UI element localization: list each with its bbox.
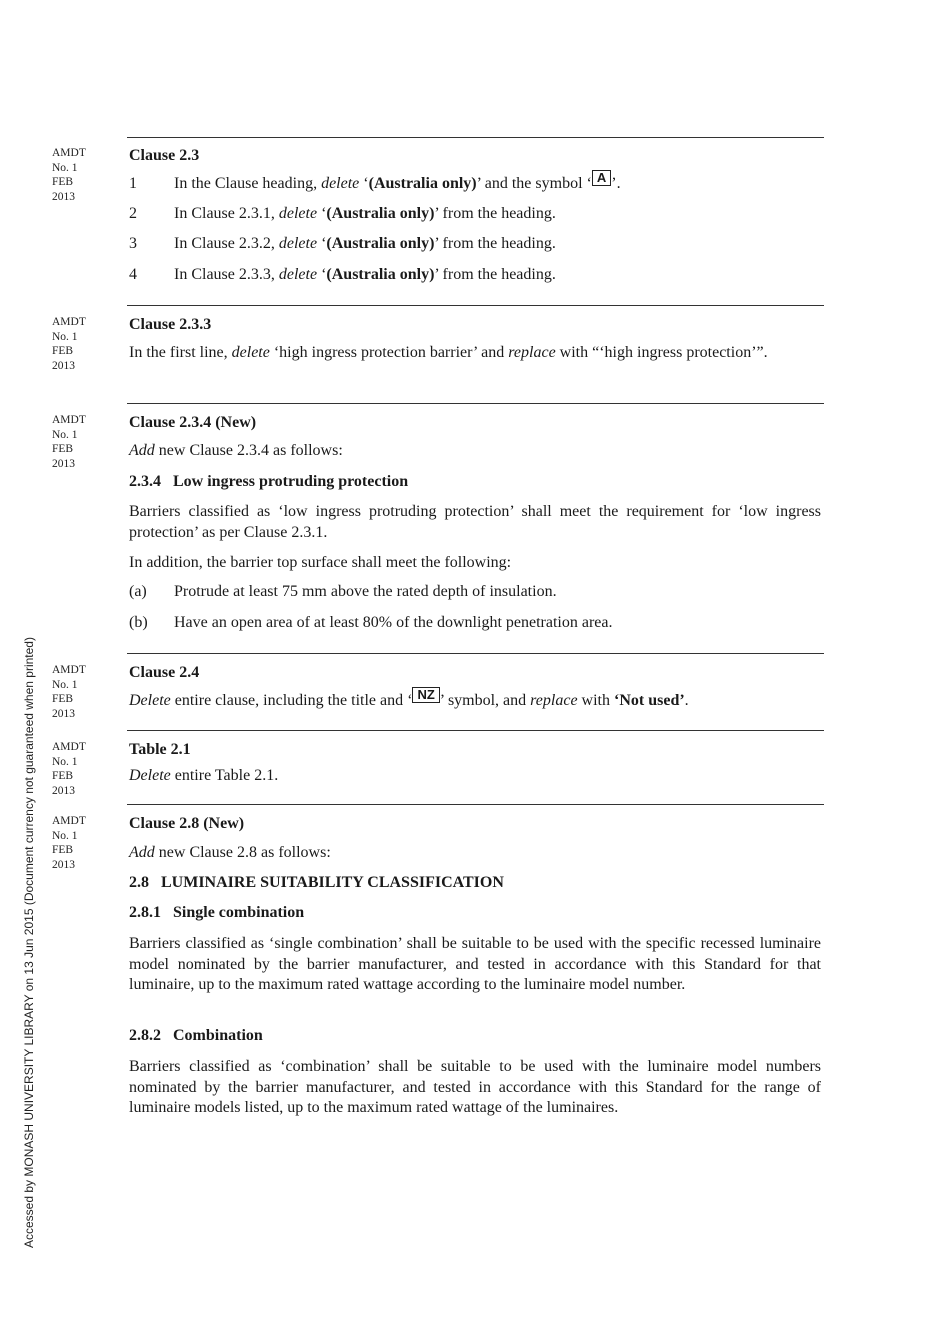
side-access-note: Accessed by MONASH UNIVERSITY LIBRARY on 13 Jun 2015 (Document currency not guaranteed when printed) bbox=[22, 637, 36, 1248]
paragraph: Delete entire clause, including the title and ‘ NZ ’ symbol, and replace with ‘Not used’. bbox=[129, 687, 689, 709]
list-item: 1 In the Clause heading, delete ‘(Australia only)’ and the symbol ‘ A ’. bbox=[129, 170, 621, 192]
amendment-marker: AMDT No. 1 FEB 2013 bbox=[52, 414, 86, 470]
clause-heading: Clause 2.3.3 bbox=[129, 316, 212, 333]
amendment-marker: AMDT No. 1 FEB 2013 bbox=[52, 316, 86, 372]
paragraph: Barriers classified as ‘combination’ shall be suitable to be used with the luminaire model numbers nominated by the barrier manufacturer, and tested in accordance with this Standard for the range of luminaire models listed, up to the maximum rated wattage of the luminaires. bbox=[129, 1058, 821, 1116]
list-item: (a) Protrude at least 75 mm above the rated depth of insulation. bbox=[129, 583, 557, 600]
paragraph: In addition, the barrier top surface shall meet the following: bbox=[129, 554, 512, 571]
amendment-marker: AMDT No. 1 FEB 2013 bbox=[52, 815, 86, 871]
divider bbox=[127, 305, 824, 306]
subclause-heading: 2.3.4 Low ingress protruding protection bbox=[129, 473, 409, 490]
list-item: 4 In Clause 2.3.3, delete ‘(Australia only)’ from the heading. bbox=[129, 266, 556, 283]
subclause-heading: 2.8.1 Single combination bbox=[129, 904, 305, 921]
divider bbox=[127, 804, 824, 805]
clause-heading: Clause 2.8 (New) bbox=[129, 815, 245, 832]
clause-heading: Clause 2.4 bbox=[129, 664, 200, 681]
clause-heading: Table 2.1 bbox=[129, 741, 191, 758]
divider bbox=[127, 137, 824, 138]
amendment-marker: AMDT No. 1 FEB 2013 bbox=[52, 147, 86, 203]
list-item: 2 In Clause 2.3.1, delete ‘(Australia only)’ from the heading. bbox=[129, 205, 556, 222]
list-item: 3 In Clause 2.3.2, delete ‘(Australia only)’ from the heading. bbox=[129, 235, 556, 252]
amendment-marker: AMDT No. 1 FEB 2013 bbox=[52, 664, 86, 720]
divider bbox=[127, 653, 824, 654]
paragraph: Delete entire Table 2.1. bbox=[129, 767, 279, 784]
list-item: (b) Have an open area of at least 80% of the downlight penetration area. bbox=[129, 614, 613, 631]
new-zealand-symbol: NZ bbox=[412, 687, 439, 703]
paragraph: In the first line, delete ‘high ingress protection barrier’ and replace with “‘high ingress protection’”. bbox=[129, 344, 768, 361]
paragraph: Barriers classified as ‘single combination’ shall be suitable to be used with the specific recessed luminaire model nominated by the barrier manufacturer, and tested in accordance with this Standard for that luminaire, up to the maximum rated wattage according to the luminaire model number. bbox=[129, 935, 821, 993]
divider bbox=[127, 730, 824, 731]
section-heading: 2.8 LUMINAIRE SUITABILITY CLASSIFICATION bbox=[129, 874, 504, 891]
australia-symbol: A bbox=[592, 170, 611, 186]
paragraph: Barriers classified as ‘low ingress protruding protection’ shall meet the requirement for ‘low ingress protection’ as per Clause 2.3.1. bbox=[129, 503, 821, 541]
subclause-heading: 2.8.2 Combination bbox=[129, 1027, 263, 1044]
clause-heading: Clause 2.3 bbox=[129, 147, 200, 164]
clause-heading: Clause 2.3.4 (New) bbox=[129, 414, 257, 431]
paragraph: Add new Clause 2.8 as follows: bbox=[129, 844, 331, 861]
paragraph: Add new Clause 2.3.4 as follows: bbox=[129, 442, 343, 459]
amendment-marker: AMDT No. 1 FEB 2013 bbox=[52, 741, 86, 797]
divider bbox=[127, 403, 824, 404]
